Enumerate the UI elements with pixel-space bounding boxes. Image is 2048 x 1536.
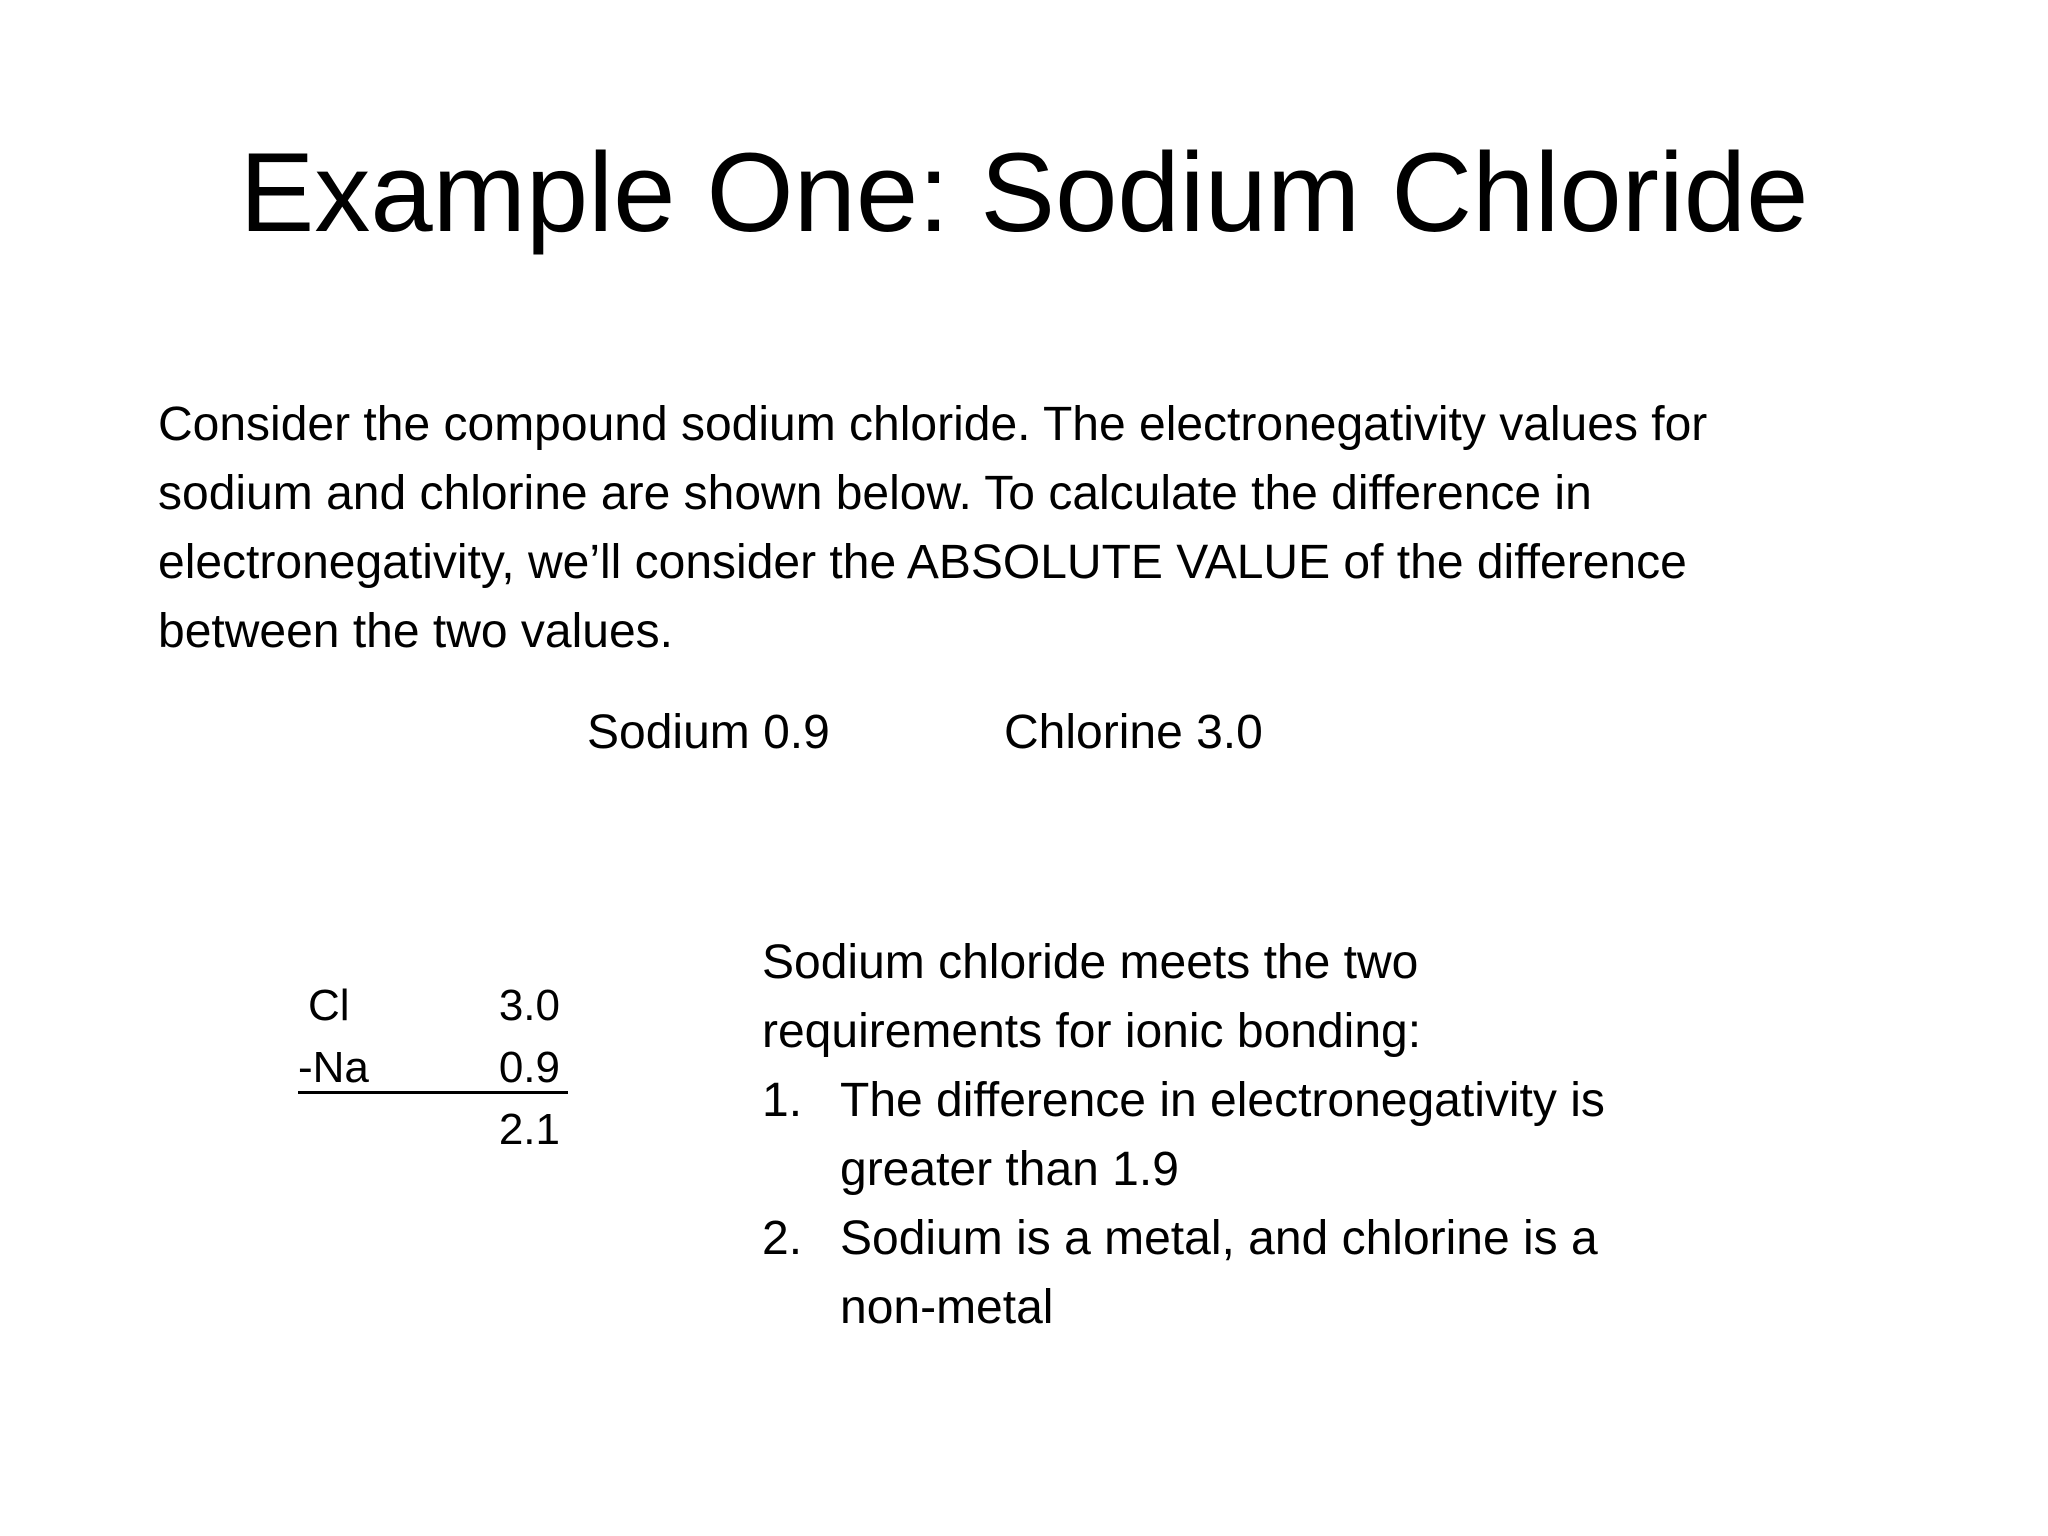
calc-label: Cl (308, 981, 350, 1030)
calc-result: 2.1 (498, 1105, 560, 1154)
requirement-text: non-metal (840, 1281, 1054, 1334)
intro-line: electronegativity, we’ll consider the ABSOLUTE VALUE of the difference (158, 536, 1687, 589)
calc-label: -Na (298, 1043, 369, 1092)
sodium-value: Sodium 0.9 (587, 706, 830, 759)
calc-value: 0.9 (498, 1043, 560, 1092)
subtraction-underline (298, 1091, 568, 1094)
intro-line: Consider the compound sodium chloride. The electronegativity values for (158, 398, 1708, 451)
calc-value: 3.0 (498, 981, 560, 1030)
subtraction-calculation (290, 975, 580, 1161)
calc-row-chlorine (290, 975, 580, 1037)
chlorine-value: Chlorine 3.0 (1004, 706, 1263, 759)
requirement-text: Sodium is a metal, and chlorine is a (840, 1212, 1598, 1265)
requirement-number: 1. (762, 1074, 803, 1127)
conclusion-block (762, 928, 1962, 1342)
conclusion-line: Sodium chloride meets the two (762, 936, 1419, 989)
requirement-number: 2. (762, 1212, 803, 1265)
calc-row-sodium (290, 1037, 580, 1099)
requirement-text: The difference in electronegativity is (840, 1074, 1605, 1127)
calc-row-result (290, 1099, 580, 1161)
requirement-text: greater than 1.9 (840, 1143, 1179, 1196)
conclusion-line: requirements for ionic bonding: (762, 1005, 1422, 1058)
requirement-item (762, 1204, 1962, 1342)
intro-paragraph (158, 390, 1898, 666)
slide-title: Example One: Sodium Chloride (239, 130, 1809, 255)
requirements-list (762, 1066, 1962, 1342)
intro-line: between the two values. (158, 605, 673, 658)
requirement-item (762, 1066, 1962, 1204)
intro-line: sodium and chlorine are shown below. To calculate the difference in (158, 467, 1592, 520)
